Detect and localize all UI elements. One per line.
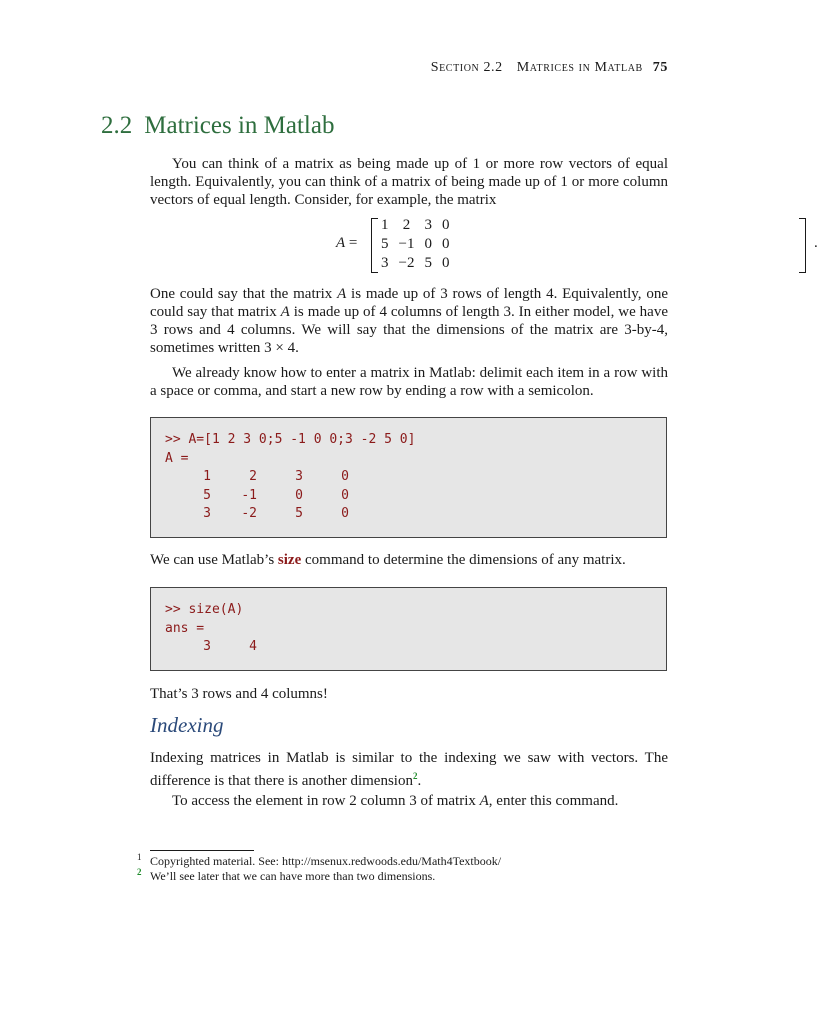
footnote-rule [150,850,254,851]
text-span: , enter this command. [488,793,619,809]
matrix-right-bracket [799,218,806,273]
matrix-lhs [336,235,357,252]
code-cell: 1 [203,469,211,484]
paragraph-rows-columns: That’s 3 rows and 4 columns! [150,686,328,702]
matrix-cell: 0 [441,217,450,233]
code-command: >> A=[1 2 3 0;5 -1 0 0;3 -2 5 0] [165,432,416,447]
code-cell: 0 [341,487,349,503]
text-span: To access the element in row 2 column 3 of matrix [172,793,480,809]
code-output-label: A = [165,450,189,466]
code-output-row [165,638,666,657]
footnote-2: 2 We’ll see later that we can have more than two dimensions. [137,867,436,883]
code-cell: 3 [295,469,303,484]
code-block-matrix-entry [150,417,667,538]
keyword-size: size [277,552,302,568]
footnote-text: Copyrighted material. See: http://msenux.redwoods.edu/Math4Textbook/ [150,854,502,868]
matrix-cell: 3 [424,217,432,233]
matrix-cell: 3 [381,255,389,271]
matrix-cell: 1 [381,217,389,233]
matrix-cell: 0 [441,236,450,252]
code-cell: 4 [249,639,257,654]
code-cell: 3 [203,639,211,654]
paragraph-access-element [150,792,668,810]
matrix-cell: 2 [402,217,411,233]
matrix-cell: 5 [424,255,432,271]
section-title [101,112,334,140]
matrix-cell: 0 [441,255,450,271]
matrix-row [376,254,454,273]
code-cell: 0 [341,506,349,521]
code-cell: 0 [295,487,303,503]
code-block-size [150,587,667,671]
footnote-ref[interactable]: 2 [412,771,418,781]
matrix-row [376,216,454,235]
math-var-A: A [337,286,347,302]
code-cell: 3 [203,506,211,521]
section-title-text: Matrices in Matlab [144,112,335,139]
code-command: >> size(A) [165,602,244,617]
matrix-cell: −2 [398,255,415,271]
code-cell: 5 [295,506,303,521]
footnote-text: We’ll see later that we can have more than two dimensions. [150,869,436,883]
paragraph-dimensions [150,285,668,357]
matrix-row [376,235,454,254]
section-number: 2.2 [101,112,133,139]
matrix-terminator: . [814,235,818,251]
subsection-title: Indexing [150,713,224,737]
text-span: We can use Matlab’s [150,552,278,568]
matrix-table [376,216,454,273]
text-span: is made up of 3 rows of length 4. Equivalently, one could say that matrix [150,286,668,320]
code-cell: 2 [249,469,257,484]
text-span: Indexing matrices in Matlab is similar to the indexing we saw with vectors. The difference is that there is another dimension [150,750,668,789]
text-span: One could say that the matrix [150,286,338,302]
code-cell: 0 [341,469,349,484]
running-head-section: Section 2.2 [430,60,503,75]
matrix-equals: = [345,235,358,251]
paragraph-size-command [150,551,668,569]
math-var-A: A [479,793,489,809]
paragraph-indexing [150,749,668,790]
math-var-A: A [280,304,290,320]
matrix-cell: 5 [381,236,389,252]
paragraph-intro: You can think of a matrix as being made up of 1 or more row vectors of equal length. Equivalently, you can think of a matrix of being made up of 1 or more column vectors of equal length. Consider, for example, the matrix [150,156,668,208]
code-cell: -2 [241,506,257,521]
code-output-row [165,505,666,524]
matrix-cell: −1 [398,236,415,252]
footnote-1: 1 Copyrighted material. See: http://msenux.redwoods.edu/Math4Textbook/ [137,852,502,868]
text-span: command to determine the dimensions of any matrix. [301,552,626,568]
paragraph-entering-matrix: We already know how to enter a matrix in Matlab: delimit each item in a row with a space or comma, and start a new row by ending a row with a semicolon. [150,365,668,399]
page-number: 75 [652,60,668,75]
running-head-title: Matrices in Matlab [516,60,643,75]
matrix-name: A [336,235,346,251]
code-output-label: ans = [165,620,205,636]
running-head [150,60,668,76]
code-cell: 5 [203,487,211,503]
matrix-cell: 0 [424,236,432,252]
text-span: . [417,773,422,789]
text-span: is made up of 4 columns of length 3. In either model, we have 3 rows and 4 columns. We will say that the dimensions of the matrix are 3-by-4, sometimes written 3 × 4. [150,304,669,356]
code-output-row [165,487,666,506]
code-output-row [165,468,666,487]
code-cell: -1 [241,487,257,503]
